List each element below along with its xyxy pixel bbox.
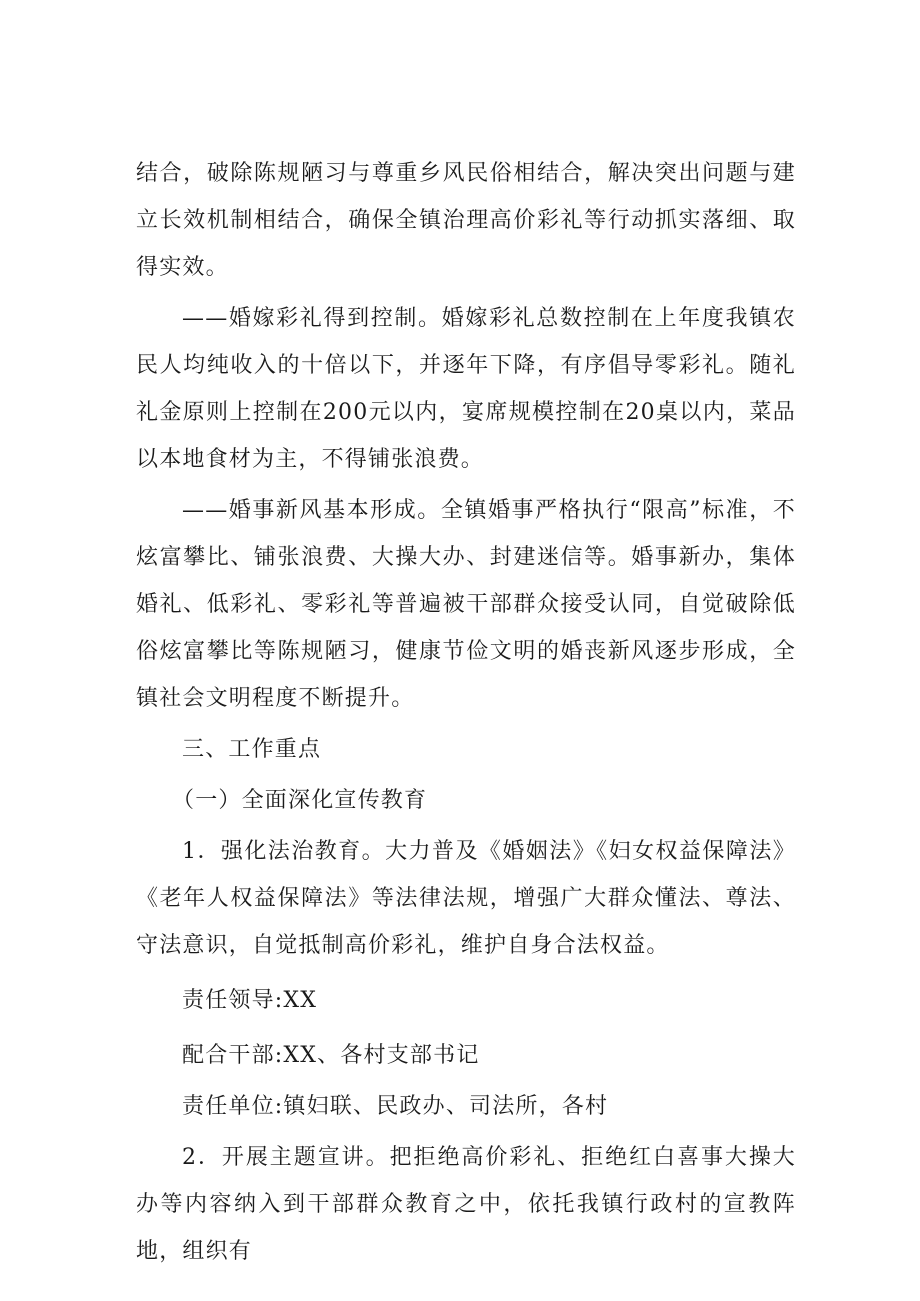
document-body [136,150,796,1275]
section-heading-work-focus: 三、工作重点 [182,737,322,762]
paragraph-legal-education: 1．强化法治教育。大力普及《婚姻法》《妇女权益保障法》《老年人权益保障法》等法律法规，增强广大群众懂法、尊法、守法意识，自觉抵制高价彩礼，维护自身合法权益。 [136,839,796,958]
responsible-leader: 责任领导:XX [182,988,318,1013]
paragraph-bride-price-control: ——婚嫁彩礼得到控制。婚嫁彩礼总数控制在上年度我镇农民人均纯收入的十倍以下，并逐年下降，有序倡导零彩礼。随礼礼金原则上控制在200元以内，宴席规模控制在20桌以内，菜品以本地食材为主，不得铺张浪费。 [136,306,796,472]
paragraph-new-wedding-customs: ——婚事新风基本形成。全镇婚事严格执行“限高”标准，不炫富攀比、铺张浪费、大操大办、封建迷信等。婚事新办，集体婚礼、低彩礼、零彩礼等普遍被干部群众接受认同，自觉破除低俗炫富攀比等陈规陋习，健康节俭文明的婚丧新风逐步形成，全镇社会文明程度不断提升。 [136,498,796,711]
subsection-heading-publicity-education: （一）全面深化宣传教育 [172,788,428,813]
paragraph-continuation: 结合，破除陈规陋习与尊重乡风民俗相结合，解决突出问题与建立长效机制相结合，确保全镇治理高价彩礼等行动抓实落细、取得实效。 [136,161,796,280]
responsible-units: 责任单位:镇妇联、民政办、司法所，各村 [182,1094,609,1119]
paragraph-themed-lectures: 2．开展主题宣讲。把拒绝高价彩礼、拒绝红白喜事大操大办等内容纳入到干部群众教育之中，依托我镇行政村的宣教阵地，组织有 [136,1145,796,1264]
cooperating-cadres: 配合干部:XX、各村支部书记 [182,1043,480,1068]
